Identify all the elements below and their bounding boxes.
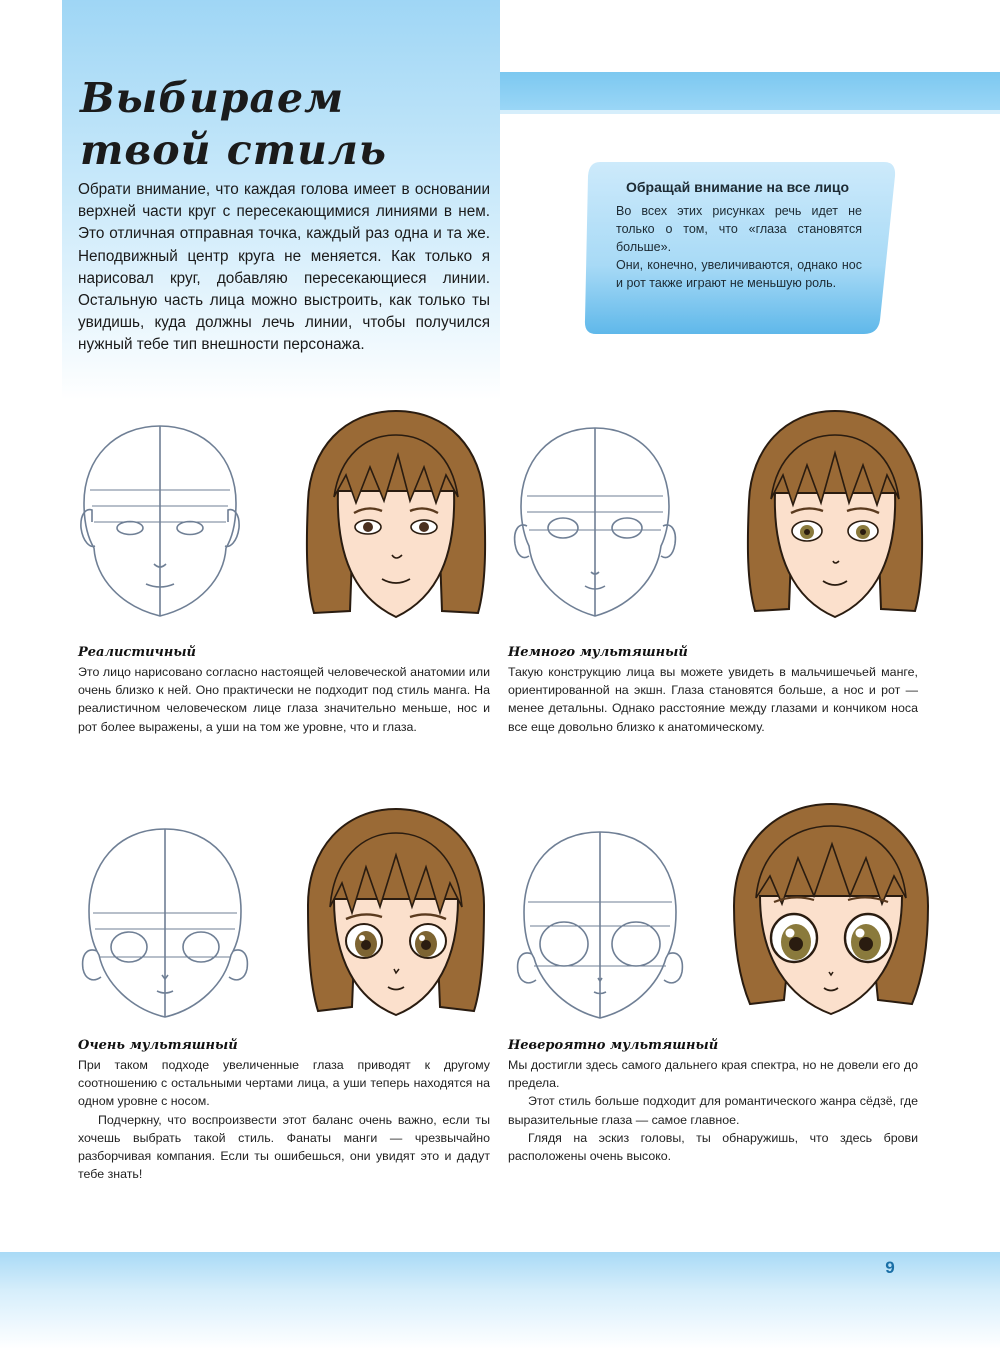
callout-title: Обращай внимание на все лицо	[626, 179, 850, 195]
style-description-very-cartoonish	[78, 1056, 490, 1183]
incredibly-cartoonish-head-sketch	[510, 826, 690, 1026]
style-description-realistic	[78, 663, 490, 736]
realistic-face-color	[296, 405, 496, 630]
slightly-cartoonish-head-sketch	[505, 422, 685, 627]
style-paragraph: Этот стиль больше подходит для романтического жанра сёдзё, где выразительные глаза — самое главное.	[508, 1094, 918, 1127]
style-title-slightly-cartoonish: Немного мультяшный	[508, 645, 688, 660]
style-description-slightly-cartoonish	[508, 663, 918, 736]
style-paragraph: Подчеркну, что воспроизвести этот баланс очень важно, если ты хочешь выбрать такой стиль. Фанаты манги — чрезвычайно разборчивая компания. Если ты ошибешься, они увидят это и дадут тебе знать!	[78, 1112, 490, 1182]
callout-paragraph: Во всех этих рисунках речь идет не только о том, что «глаза становятся больше».	[616, 204, 862, 254]
header-stripe	[500, 72, 1000, 110]
page-title	[80, 72, 387, 176]
page-title-line-2: твой стиль	[80, 126, 387, 174]
style-paragraph: Мы достигли здесь самого дальнего края спектра, но не довели его до предела.	[508, 1058, 918, 1091]
realistic-head-sketch	[70, 418, 250, 628]
style-paragraph: При таком подходе увеличенные глаза приводят к другому соотношению с остальными чертами лица, а уши теперь находятся на одном уровне с носом.	[78, 1058, 490, 1109]
style-title-incredibly-cartoonish: Невероятно мультяшный	[508, 1038, 719, 1053]
style-paragraph: Глядя на эскиз головы, ты обнаружишь, что здесь брови расположены очень высоко.	[508, 1130, 918, 1164]
callout-body	[616, 202, 862, 292]
style-paragraph: Это лицо нарисовано согласно настоящей человеческой анатомии или очень близко к ней. Оно практически не подходит под стиль манга. На реалистичном человеческом лице глаза значительно меньше, нос и рот более выражены, а уши на том же уровне, что и глаза.	[78, 665, 490, 734]
style-paragraph: Такую конструкцию лица вы можете увидеть в мальчишечьей манге, ориентированной на экшн. Глаза становятся больше, а нос и рот — менее детальны. Однако расстояние между глазами и кончиком носа все еще довольно близко к анатомическому.	[508, 665, 918, 734]
page-number: 9	[885, 1258, 895, 1277]
callout-paragraph: Они, конечно, увеличиваются, однако нос и рот также играют не меньшую роль.	[616, 258, 862, 290]
style-title-very-cartoonish: Очень мультяшный	[78, 1038, 238, 1053]
style-description-incredibly-cartoonish	[508, 1056, 918, 1165]
page-title-line-1: Выбираем	[80, 74, 345, 122]
slightly-cartoonish-face-color	[735, 405, 935, 630]
style-title-realistic: Реалистичный	[78, 645, 197, 660]
very-cartoonish-head-sketch	[75, 823, 255, 1028]
very-cartoonish-face-color	[296, 803, 496, 1028]
header-stripe-shadow	[500, 110, 1000, 114]
tip-callout	[584, 162, 896, 334]
intro-paragraph: Обрати внимание, что каждая голова имеет в основании верхней части круг с пересекающимися линиями в нем. Это отличная отправная точка, каждый раз одна и та же. Неподвижный центр круга не меняется. Как только я нарисовал круг, добавляю пересекающиеся линии. Остальную часть лица можно выстроить, как только ты увидишь, куда должны лечь линии, чтобы получился нужный тебе тип внешности персонажа.	[78, 181, 490, 354]
incredibly-cartoonish-face-color	[726, 800, 936, 1030]
footer-band	[0, 1252, 1000, 1349]
